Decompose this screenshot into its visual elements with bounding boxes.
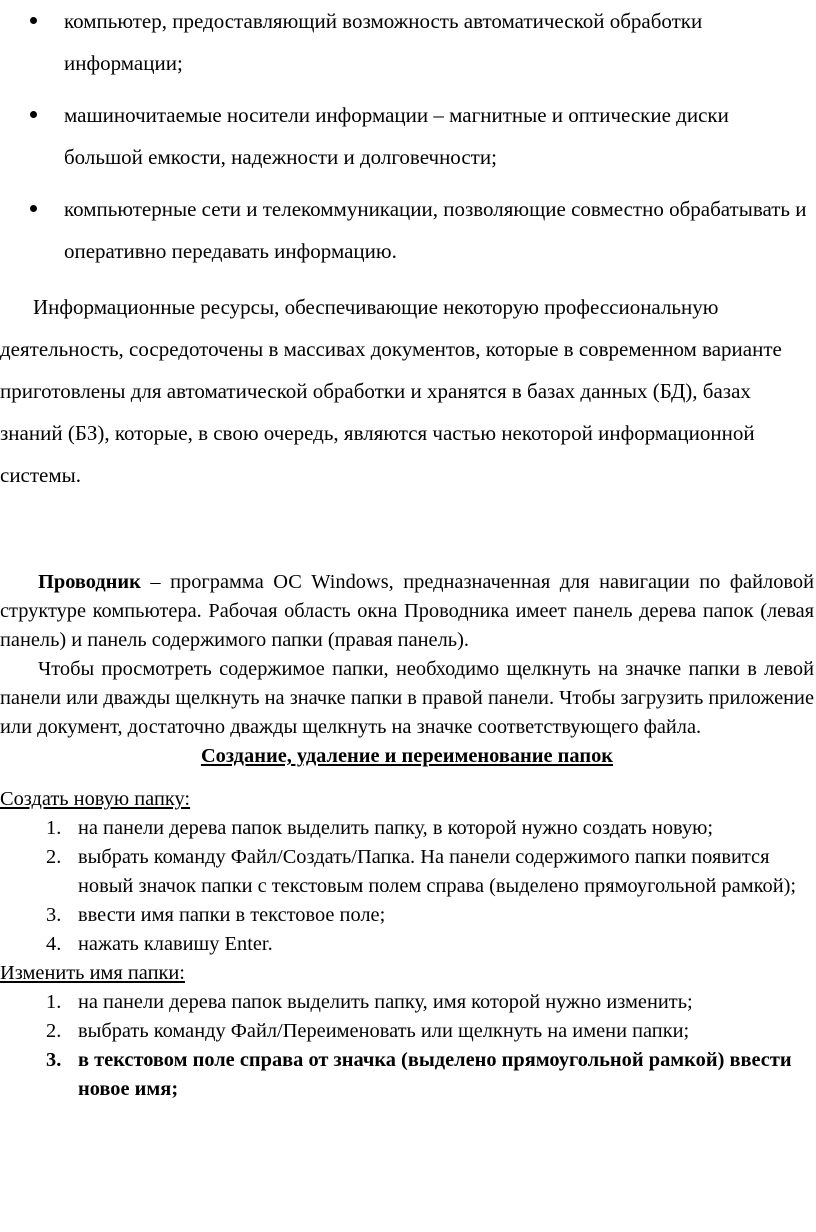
bullet-item — [0, 94, 816, 178]
explorer-term: Проводник — [38, 571, 141, 593]
step-number: 2. — [46, 1020, 62, 1042]
bullet-text: компьютер, предоставляющий возможность автоматической обработки информации; — [64, 9, 703, 75]
list-item — [0, 988, 814, 1017]
step-text: на панели дерева папок выделить папку, имя которой нужно изменить; — [78, 991, 693, 1013]
step-text: выбрать команду Файл/Создать/Папка. На панели содержимого папки появится новый значок папки с текстовым полем справа (выделено прямоугольной рамкой); — [78, 846, 797, 897]
step-text: в текстовом поле справа от значка (выделено прямоугольной рамкой) ввести новое имя; — [78, 1049, 792, 1100]
step-number: 2. — [46, 846, 62, 868]
step-text: на панели дерева папок выделить папку, в которой нужно создать новую; — [78, 817, 714, 839]
bullet-text: компьютерные сети и телекоммуникации, позволяющие совместно обрабатывать и оперативно передавать информацию. — [64, 197, 807, 263]
explorer-definition: – программа ОС Windows, предназначенная для навигации по файловой структуре компьютера. Рабочая область окна Проводника имеет панель дерева папок (левая панель) и панель содержимого папки (правая панель). — [0, 571, 814, 651]
bullet-text: машиночитаемые носители информации – магнитные и оптические диски большой емкости, надежности и долговечности; — [64, 103, 729, 169]
create-folder-title: Создать новую папку: — [0, 788, 191, 810]
info-resources-paragraph: Информационные ресурсы, обеспечивающие некоторую профессиональную деятельность, сосредоточены в массивах документов, которые в современном варианте приготовлены для автоматической обработки и хранятся в базах данных (БД), базах знаний (БЗ), которые, в свою очередь, являются частью некоторой информационной системы. — [0, 295, 782, 487]
list-item — [0, 1046, 814, 1104]
bullet-icon — [30, 111, 37, 118]
rename-folder-title: Изменить имя папки: — [0, 962, 185, 984]
step-text: ввести имя папки в текстовое поле; — [78, 904, 386, 926]
step-number: 3. — [46, 904, 62, 926]
list-item — [0, 930, 814, 959]
list-item — [0, 1017, 814, 1046]
list-item — [0, 843, 814, 901]
bullet-icon — [30, 205, 37, 212]
bullet-list — [0, 0, 816, 272]
bullet-item — [0, 0, 816, 84]
create-folder-steps — [0, 814, 814, 959]
step-number: 1. — [46, 817, 62, 839]
explorer-section — [0, 568, 814, 1104]
step-text: нажать клавишу Enter. — [78, 933, 273, 955]
step-number: 3. — [46, 1049, 62, 1071]
rename-folder-steps — [0, 988, 814, 1104]
bullet-item — [0, 188, 816, 272]
step-number: 1. — [46, 991, 62, 1013]
explorer-usage-paragraph: Чтобы просмотреть содержимое папки, необходимо щелкнуть на значке папки в левой панели или дважды щелкнуть на значке папки в правой панели. Чтобы загрузить приложение или документ, достаточно дважды щелкнуть на значке соответствующего файла. — [0, 658, 814, 738]
bullet-icon — [30, 17, 37, 24]
step-number: 4. — [46, 933, 62, 955]
step-text: выбрать команду Файл/Переименовать или щелкнуть на имени папки; — [78, 1020, 690, 1042]
list-item — [0, 814, 814, 843]
section-heading: Создание, удаление и переименование папок — [200, 745, 614, 767]
explorer-definition-paragraph — [0, 568, 814, 655]
list-item — [0, 901, 814, 930]
